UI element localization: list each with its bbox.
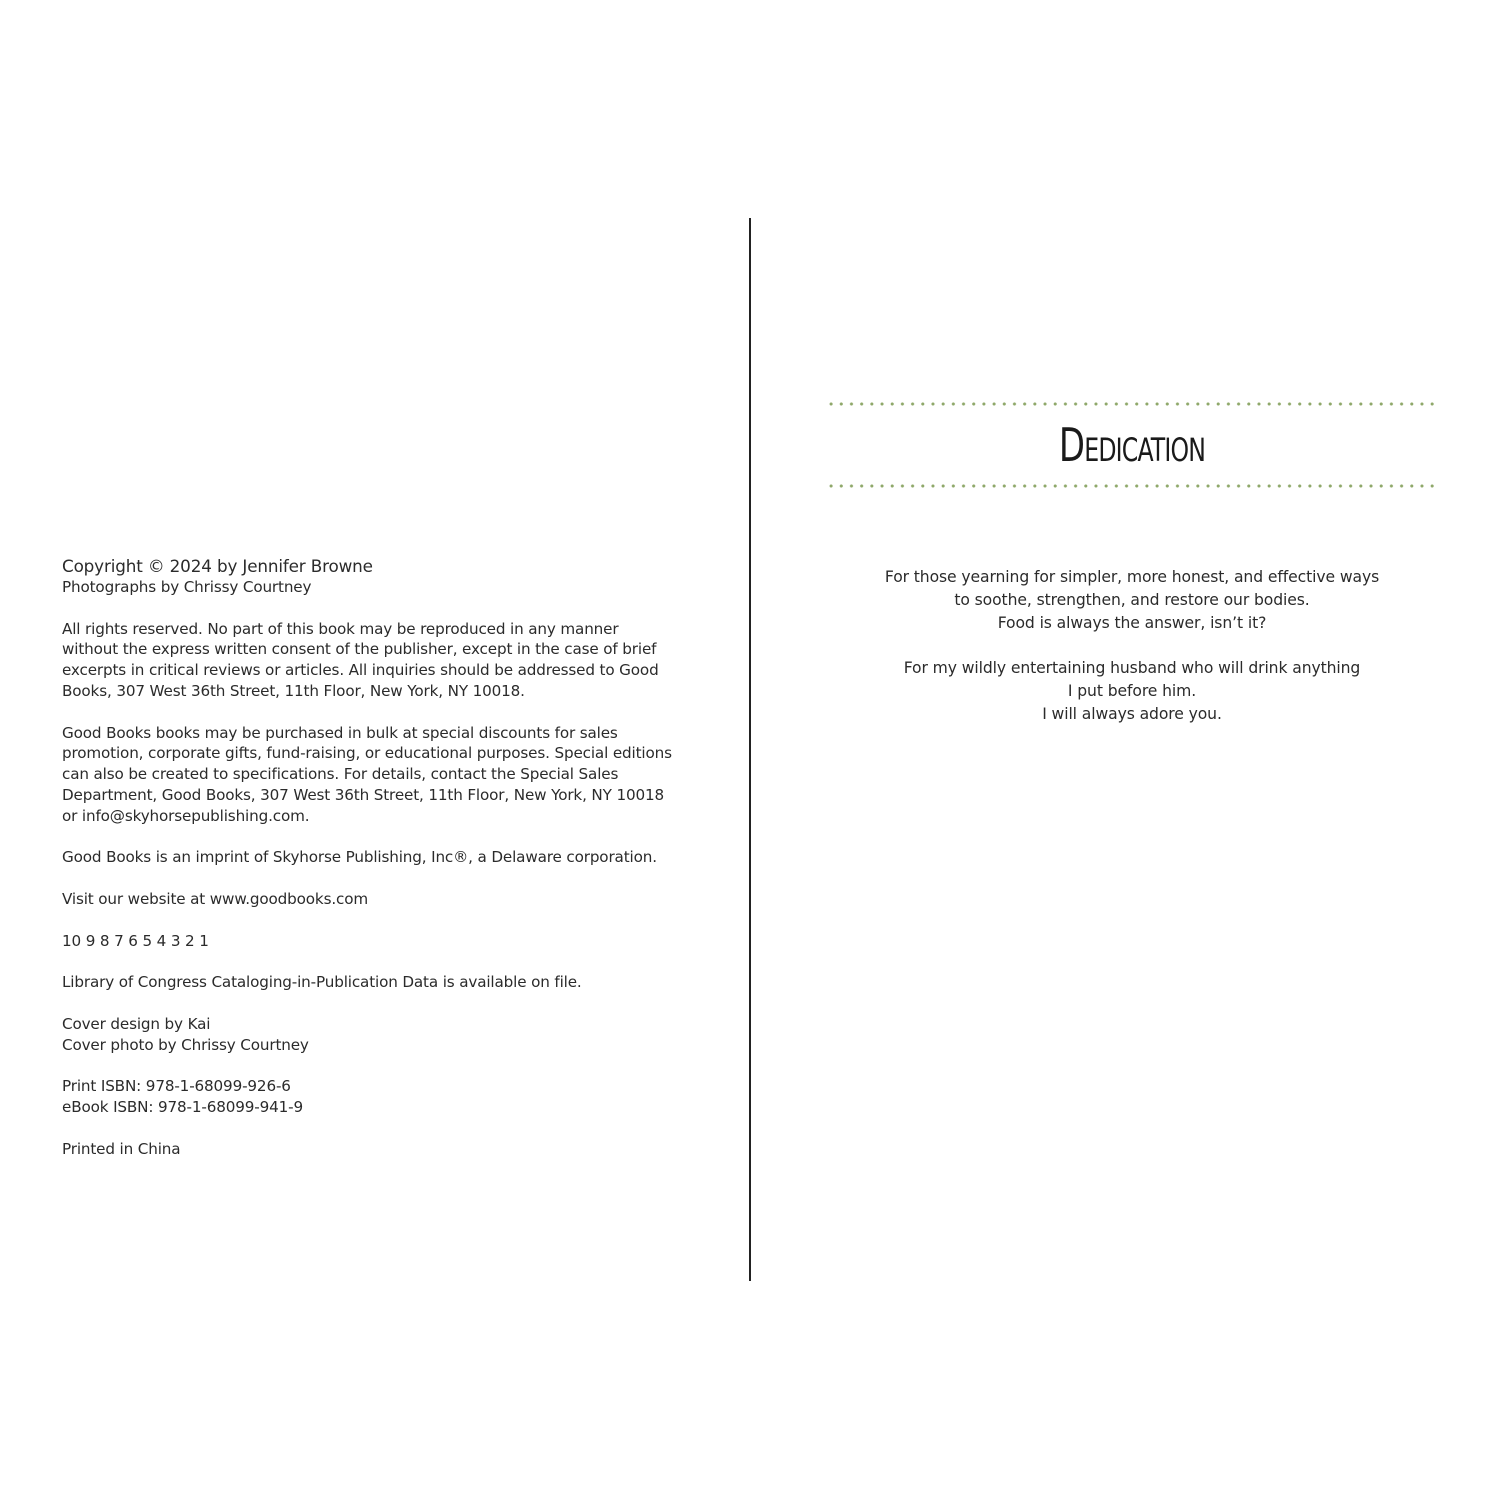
rights-paragraph [62, 619, 672, 702]
photographs-credit: Photographs by Chrissy Courtney [62, 578, 312, 596]
cip-paragraph [62, 972, 672, 993]
imprint-paragraph [62, 847, 672, 868]
website-paragraph [62, 889, 672, 910]
dedication-line: For my wildly entertaining husband who will drink anything [903, 659, 1361, 678]
dotted-rule-top [826, 402, 1438, 406]
printed-in-text: Printed in China [62, 1139, 181, 1158]
ebook-isbn: eBook ISBN: 978-1-68099-941-9 [62, 1097, 304, 1116]
dedication-line: For those yearning for simpler, more honest, and effective ways [884, 568, 1380, 586]
rights-line: without the express written consent of the publisher, except in the case of brief [62, 640, 657, 659]
bulk-line: Good Books books may be purchased in bulk at special discounts for sales [62, 723, 618, 742]
copyright-page [62, 555, 672, 1180]
dotted-rule-bottom [826, 484, 1438, 488]
dedication-line: to soothe, strengthen, and restore our bodies. [954, 590, 1310, 609]
imprint-text: Good Books is an imprint of Skyhorse Publishing, Inc®, a Delaware corporation. [62, 848, 657, 867]
dedication-line: I will always adore you. [1042, 704, 1222, 723]
cover-credits-paragraph [62, 1014, 672, 1056]
dedication-paragraph [826, 657, 1438, 725]
bulk-line: or info@skyhorsepublishing.com. [62, 806, 310, 825]
website-text: Visit our website at www.goodbooks.com [62, 889, 368, 908]
copyright-notice: Copyright © 2024 by Jennifer Browne [62, 556, 373, 576]
isbn-paragraph [62, 1076, 672, 1118]
dedication-line: I put before him. [1067, 681, 1197, 700]
printing-line: 10 9 8 7 6 5 4 3 2 1 [62, 931, 209, 950]
bulk-line: can also be created to specifications. For details, contact the Special Sales [62, 765, 619, 784]
rights-line: All rights reserved. No part of this book may be reproduced in any manner [62, 619, 619, 638]
cover-design-credit: Cover design by Kai [62, 1014, 211, 1033]
dedication-heading: Dedication [1058, 418, 1206, 472]
printed-in-paragraph [62, 1139, 672, 1160]
bulk-line: Department, Good Books, 307 West 36th Street, 11th Floor, New York, NY 10018 [62, 785, 665, 804]
print-isbn: Print ISBN: 978-1-68099-926-6 [62, 1077, 291, 1096]
bulk-sales-paragraph [62, 723, 672, 827]
cover-photo-credit: Cover photo by Chrissy Courtney [62, 1035, 309, 1054]
bulk-line: promotion, corporate gifts, fund-raising, or educational purposes. Special editions [62, 744, 672, 763]
page-gutter-divider [749, 218, 751, 1281]
dedication-text [826, 566, 1438, 748]
cip-text: Library of Congress Cataloging-in-Publication Data is available on file. [62, 973, 582, 992]
copyright-block [62, 555, 672, 598]
rights-line: Books, 307 West 36th Street, 11th Floor, New York, NY 10018. [62, 681, 525, 700]
dedication-paragraph [826, 566, 1438, 634]
printing-line-paragraph [62, 931, 672, 952]
dedication-line: Food is always the answer, isn’t it? [997, 613, 1267, 632]
rights-line: excerpts in critical reviews or articles. All inquiries should be addressed to Good [62, 661, 659, 680]
